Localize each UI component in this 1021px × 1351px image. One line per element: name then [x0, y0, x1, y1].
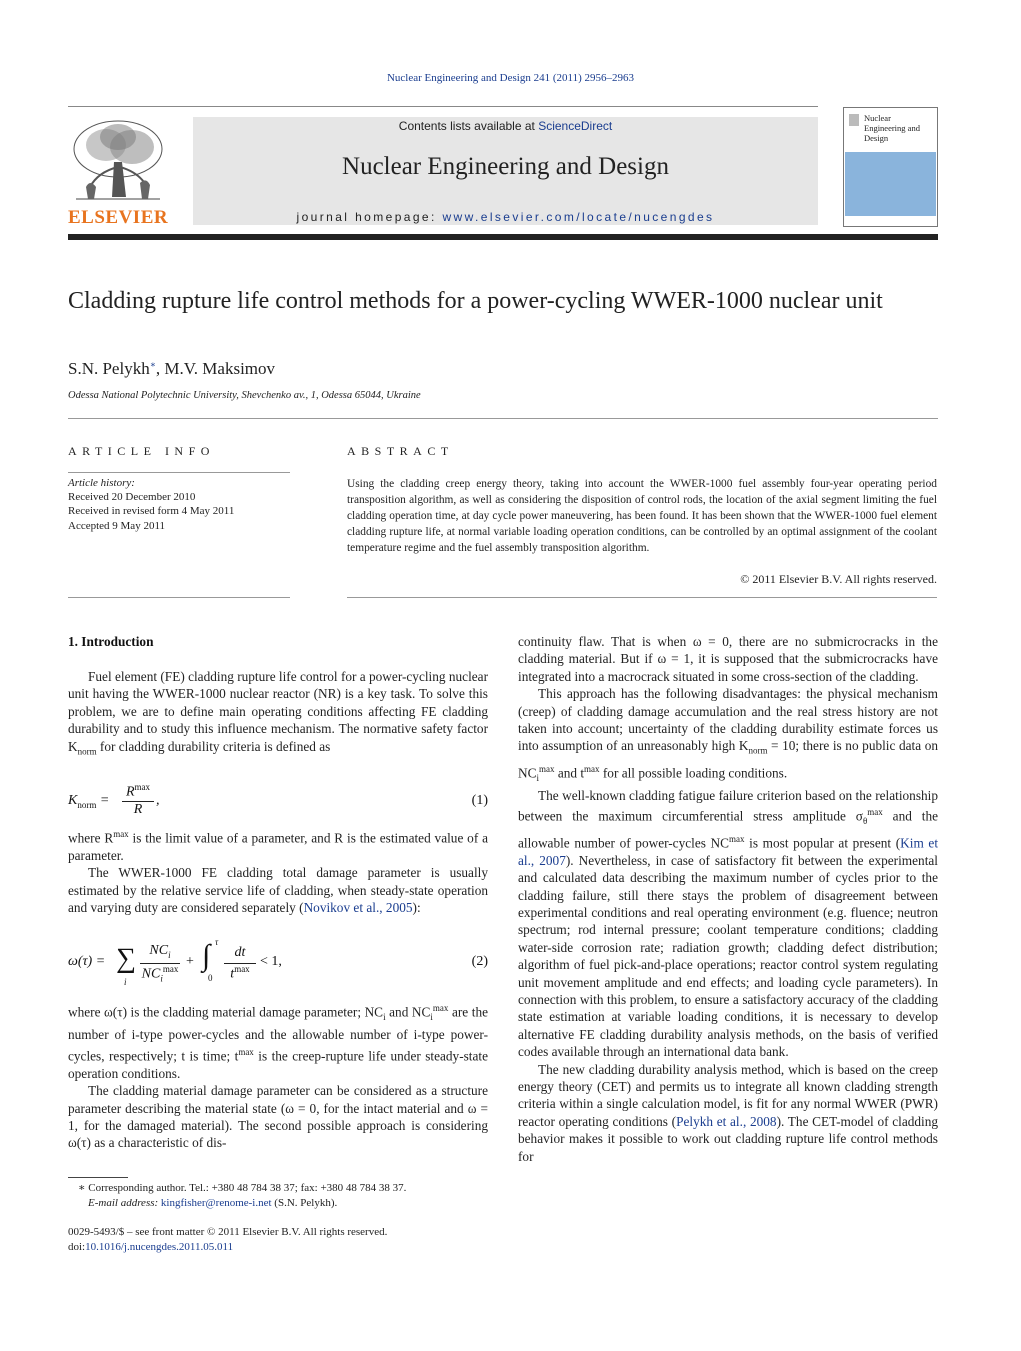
equation-1-number: (1)	[471, 793, 488, 808]
left-column-text-3	[68, 1000, 488, 1152]
article-info-heading: ARTICLE INFO	[68, 444, 215, 458]
abstract-text: Using the cladding creep energy theory, taking into account the WWER-1000 fuel assembly four-year operating period transposition algorithm, as well as considering the disposition of control rods, the location of the axial segment limiting the fuel cladding operation time, at day cycle power maneuvering, has been found. It has been shown that the WWER-1000 fuel element cladding rupture life, at normal variable loading operation conditions, can be controlled by an optimal assignment of the coolant temperature regime and the fuel assembly transposition algorithm.	[347, 478, 937, 554]
homepage-link[interactable]: www.elsevier.com/locate/nucengdes	[442, 210, 715, 224]
article-title: Cladding rupture life control methods for a power-cycling WWER-1000 nuclear unit	[68, 288, 883, 314]
received-date: Received 20 December 2010	[68, 491, 196, 504]
footnote-mark: ∗	[78, 1182, 86, 1194]
right-column-text	[518, 633, 938, 1165]
tree-icon	[68, 117, 168, 207]
elsevier-wordmark: ELSEVIER	[68, 207, 169, 228]
equation-1: $K_{norm}$ = $R^{max}$ R , (1)	[68, 782, 488, 817]
ref-pelykh-2008[interactable]: Pelykh et al., 2008	[676, 1113, 777, 1129]
email-label: E-mail address:	[88, 1197, 161, 1209]
header-thick-rule	[68, 234, 938, 240]
intro-paragraph-7: This approach has the following disadvantages: the physical mechanism (creep) of cladding damage accumulation and the real stress history are not taken into account; uncertainty of the cladding durability estimate forces us into assumption of an unreasonably high $K_{norm} = 10$; there is no public data on $NC_i^{max}$ and $t^{max}$ for all possible loading conditions.	[518, 686, 938, 783]
accepted-date: Accepted 9 May 2011	[68, 519, 166, 532]
intro-paragraph-3: The WWER-1000 FE cladding total damage parameter is usually estimated by the relative service life of cladding, when steady-state operation and varying duty are considered separately (Novikov et al., 2005):	[68, 865, 488, 916]
abstract-heading: ABSTRACT	[347, 444, 454, 458]
journal-banner	[193, 117, 818, 225]
cover-artwork	[845, 152, 936, 216]
ref-kim-2007[interactable]: Kim et al., 2007	[518, 835, 939, 868]
abstract-bottom-rule	[347, 597, 937, 598]
article-info-rule	[68, 472, 290, 473]
email-link[interactable]: kingfisher@renome-i.net	[160, 1197, 272, 1209]
header-rule	[68, 106, 818, 107]
issn-doi-block	[68, 1225, 387, 1255]
email-suffix: (S.N. Pelykh).	[271, 1197, 338, 1209]
intro-paragraph-2: where $R^{max}$ is the limit value of a parameter, and R is the estimated value of a parameter.	[68, 829, 488, 863]
journal-cover-thumbnail[interactable]	[843, 107, 938, 227]
contents-line	[193, 119, 818, 133]
abstract-copyright: © 2011 Elsevier B.V. All rights reserved.	[740, 572, 937, 586]
author-list	[68, 359, 275, 379]
sciencedirect-link[interactable]: ScienceDirect	[538, 119, 613, 133]
corresponding-author-mark[interactable]: ∗	[149, 359, 156, 370]
intro-paragraph-9: The new cladding durability analysis method, which is based on the creep energy theory (CET) and permits us to integrate all known cladding strength criteria within a single calculation model, is fit for any normal WWER (PWR) reactor operating conditions (Pelykh et al., 2008). The CET-model of cladding behavior makes it possible to work out cladding rupture life control methods for	[518, 1061, 939, 1164]
journal-citation[interactable]: Nuclear Engineering and Design 241 (2011) 2956–2963	[386, 72, 635, 84]
intro-paragraph-4: where ω(τ) is the cladding material damage parameter; $NC_i$ and $NC_i^{max}$ are the number of i-type power-cycles and the allowable number of i-type power-cycles, respectively; t is time; $t^{max}$ is the creep-rupture life under steady-state operation conditions.	[68, 1003, 488, 1081]
affiliation: Odessa National Polytechnic University, Shevchenko av., 1, Odessa 65044, Ukraine	[68, 390, 421, 401]
affiliation-rule	[68, 418, 938, 419]
journal-homepage	[193, 210, 818, 224]
left-column-text	[68, 668, 488, 761]
ref-novikov-2005[interactable]: Novikov et al., 2005	[303, 900, 413, 916]
homepage-prefix: journal homepage:	[296, 210, 443, 224]
doi-prefix: doi:	[68, 1241, 86, 1253]
cover-logo-icon	[848, 113, 860, 127]
revised-date: Received in revised form 4 May 2011	[68, 505, 235, 518]
cover-title: Nuclear Engineering and Design	[864, 113, 920, 143]
cover-header	[844, 108, 937, 152]
equation-2: ω(τ) = ∑ i $NC_i$ $NC_i^{max}$ + ∫ τ 0 dt $t^{max}$ < 1, (2)	[68, 937, 488, 987]
footnote-contact: Corresponding author. Tel.: +380 48 784 38 37; fax: +380 48 784 38 37.	[85, 1182, 407, 1194]
equation-2-number: (2)	[471, 954, 488, 969]
history-label: Article history:	[68, 477, 135, 489]
article-history	[68, 476, 234, 533]
issn-line: 0029-5493/$ – see front matter © 2011 Elsevier B.V. All rights reserved.	[68, 1226, 388, 1238]
intro-paragraph-5: The cladding material damage parameter can be considered as a structure parameter describing the material state (ω = 0, for the intact material and ω = 1, for the damaged material). The second possible approach is considering ω(τ) as a characteristic of dis-	[68, 1083, 488, 1151]
author-pelykh[interactable]: S.N. Pelykh	[68, 359, 150, 378]
intro-paragraph-1: Fuel element (FE) cladding rupture life control for a power-cycling nuclear unit having the WWER-1000 nuclear reactor (NR) is a key task. To solve this problem, we are to define main operating conditions affecting FE cladding durability and to study this influence mechanism. The normative safety factor $K_{norm}$ for cladding durability criteria is defined as	[68, 669, 488, 757]
left-column-text-2	[68, 826, 488, 916]
intro-paragraph-6: continuity flaw. That is when ω = 0, there are no submicrocracks in the cladding material. But if ω = 1, it is supposed that the submicrocracks have integrated into a macrocrack situated in some cross-section of the cladding.	[518, 634, 938, 684]
footnote-corresponding-author	[68, 1181, 406, 1211]
doi-link[interactable]: 10.1016/j.nucengdes.2011.05.011	[85, 1241, 234, 1253]
contents-prefix: Contents lists available at	[398, 119, 539, 133]
author-separator: ,	[155, 359, 165, 378]
intro-paragraph-8: The well-known cladding fatigue failure criterion based on the relationship between the maximum circumferential stress amplitude $\sigma_\theta^{max}$ and the allowable number of power-cycles $NC^{max}$ is most popular at present (Kim et al., 2007). Nevertheless, in case of satisfactory fit between the experimental and calculated data describing the maximum number of cycles prior to the cladding failure, still there stays the problem of disagreement between experimental conditions and real operating environment (e.g. fluence; neutron spectrum; rod internal pressure; coolant temperature conditions; cladding water-side corrosion rate; radiation growth; cladding defect distribution; algorithm of fuel pick-and-place operations; reactor control system regulating unit movement amplitude and end effects; and loading cycle parameters). In connection with this problem, to ensure a satisfactory accuracy of the cladding state estimation at variable loading conditions, it is necessary to develop alternative FE cladding durability analysis methods, on the basis of verified codes available through an international data bank.	[518, 787, 939, 1060]
journal-name: Nuclear Engineering and Design	[342, 153, 669, 180]
article-info-bottom-rule	[68, 597, 290, 598]
author-maksimov[interactable]: M.V. Maksimov	[164, 359, 276, 378]
section-heading-introduction: 1. Introduction	[68, 634, 154, 649]
footnote-rule	[68, 1177, 128, 1178]
